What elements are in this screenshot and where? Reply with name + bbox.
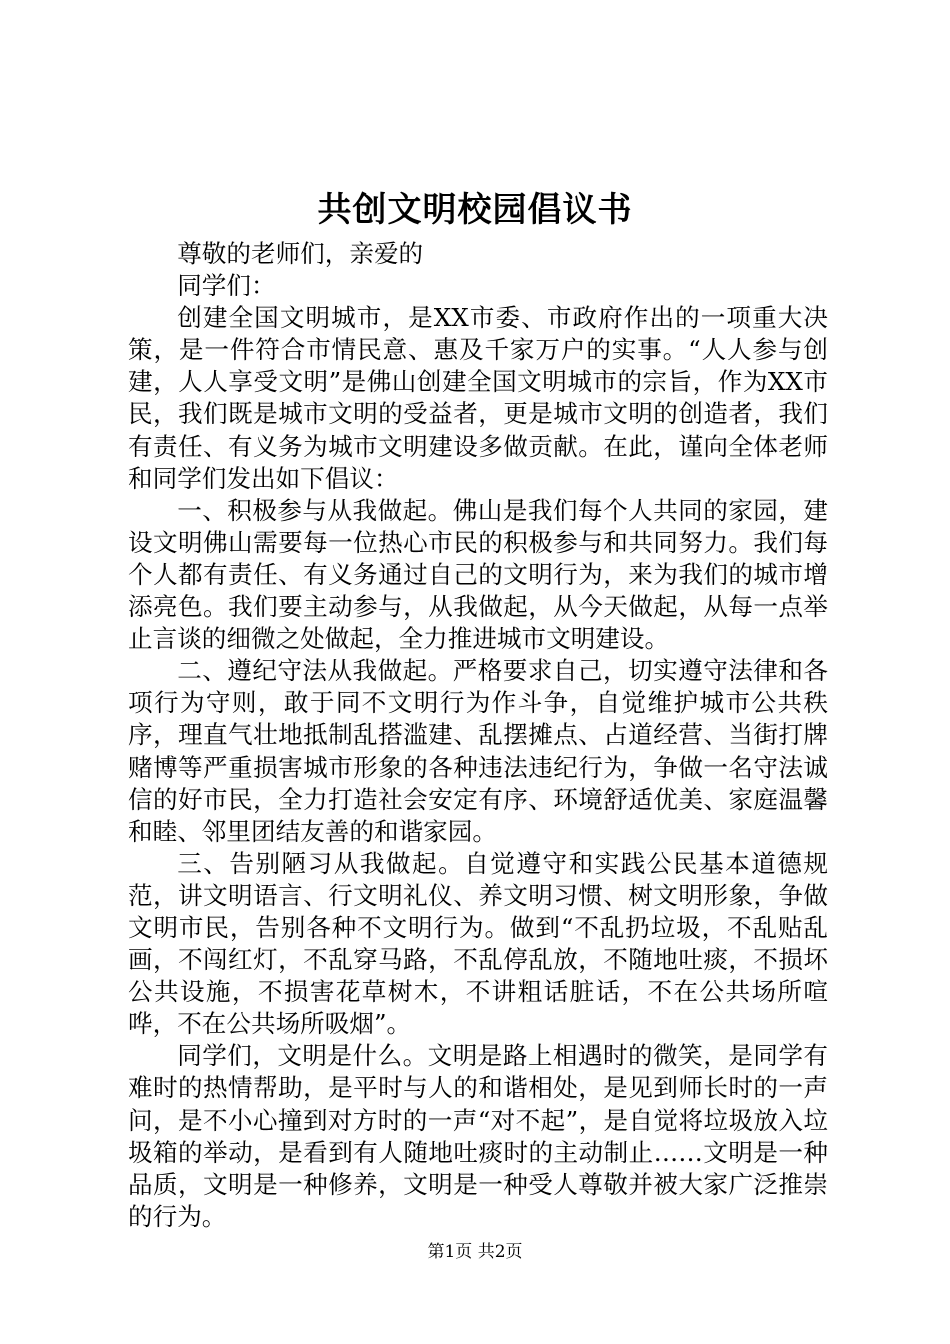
proposal-paragraph-3: 三、告别陋习从我做起。自觉遵守和实践公民基本道德规范，讲文明语言、行文明礼仪、养文明习惯、树文明形象，争做文明市民，告别各种不文明行为。做到“不乱扔垃圾，不乱贴乱画，不闯红灯，不乱穿马路，不乱停乱放，不随地吐痰，不损坏公共设施，不损害花草树木，不讲粗话脏话，不在公共场所喧哗，不在公共场所吸烟”。: [128, 848, 828, 1039]
salutation-line-1: 尊敬的老师们，亲爱的: [177, 239, 424, 268]
document-title: 共创文明校园倡议书: [317, 190, 633, 230]
page-number-footer: 第1页 共2页: [427, 1242, 523, 1262]
intro-paragraph: 创建全国文明城市，是XX市委、市政府作出的一项重大决策，是一件符合市情民意、惠及千家万户的实事。“人人参与创建，人人享受文明”是佛山创建全国文明城市的宗旨，作为XX市民，我们既是城市文明的受益者，更是城市文明的创造者，我们有责任、有义务为城市文明建设多做贡献。在此，谨向全体老师和同学们发出如下倡议：: [128, 303, 828, 493]
document-body: [128, 238, 828, 1233]
salutation-line-2: 同学们：: [177, 271, 276, 301]
proposal-paragraph-1: 一、积极参与从我做起。佛山是我们每个人共同的家园，建设文明佛山需要每一位热心市民的积极参与和共同努力。我们每个人都有责任、有义务通过自己的文明行为，来为我们的城市增添亮色。我们要主动参与，从我做起，从今天做起，从每一点举止言谈的细微之处做起，全力推进城市文明建设。: [128, 495, 828, 654]
closing-paragraph: 同学们，文明是什么。文明是路上相遇时的微笑，是同学有难时的热情帮助，是平时与人的和谐相处，是见到师长时的一声问，是不小心撞到对方时的一声“对不起”，是自觉将垃圾放入垃圾箱的举动，是看到有人随地吐痰时的主动制止……文明是一种品质，文明是一种修养，文明是一种受人尊敬并被大家广泛推崇的行为。: [128, 1041, 828, 1231]
proposal-paragraph-2: 二、遵纪守法从我做起。严格要求自己，切实遵守法律和各项行为守则，敢于同不文明行为作斗争，自觉维护城市公共秩序，理直气壮地抵制乱搭滥建、乱摆摊点、占道经营、当街打牌赌博等严重损害城市形象的各种违法违纪行为，争做一名守法诚信的好市民，全力打造社会安定有序、环境舒适优美、家庭温馨和睦、邻里团结友善的和谐家园。: [128, 656, 828, 846]
